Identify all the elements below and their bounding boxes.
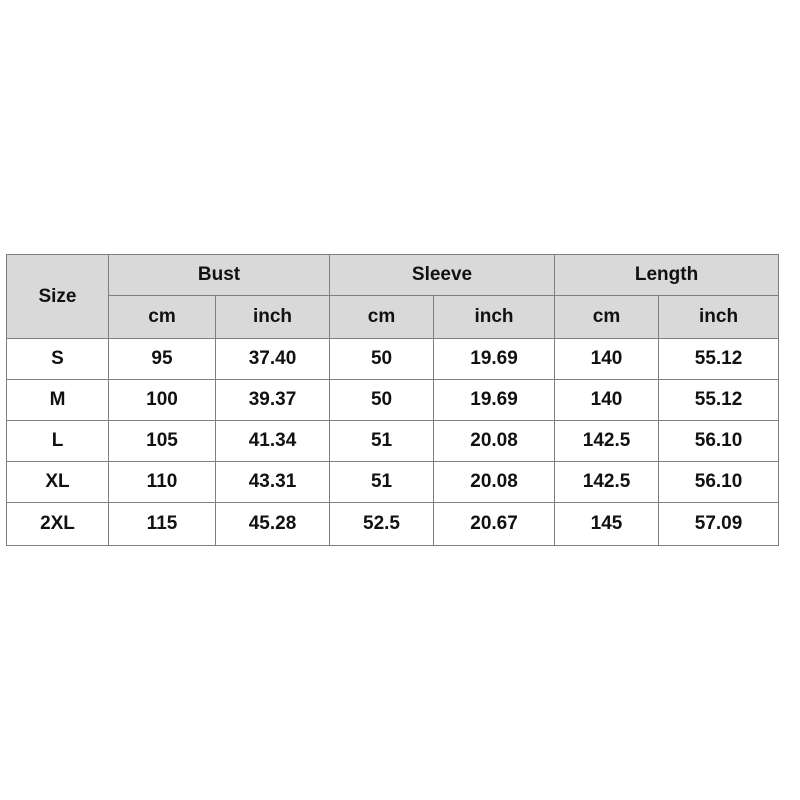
bust-cm-cell: 105 bbox=[109, 421, 216, 462]
bust-inch-cell: 37.40 bbox=[216, 339, 330, 380]
length-inch-cell: 57.09 bbox=[659, 503, 779, 546]
length-cm-cell: 142.5 bbox=[555, 421, 659, 462]
bust-cm-cell: 95 bbox=[109, 339, 216, 380]
sleeve-cm-cell: 50 bbox=[330, 380, 434, 421]
bust-cm-cell: 115 bbox=[109, 503, 216, 546]
bust-inch-cell: 45.28 bbox=[216, 503, 330, 546]
bust-inch-cell: 41.34 bbox=[216, 421, 330, 462]
length-cm-cell: 140 bbox=[555, 339, 659, 380]
sleeve-group-header: Sleeve bbox=[330, 255, 555, 296]
length-cm-cell: 140 bbox=[555, 380, 659, 421]
sleeve-cm-cell: 51 bbox=[330, 462, 434, 503]
bust-inch-header: inch bbox=[216, 296, 330, 339]
length-cm-cell: 142.5 bbox=[555, 462, 659, 503]
sleeve-cm-header: cm bbox=[330, 296, 434, 339]
length-cm-header: cm bbox=[555, 296, 659, 339]
sleeve-inch-cell: 19.69 bbox=[434, 380, 555, 421]
length-group-header: Length bbox=[555, 255, 779, 296]
length-inch-cell: 56.10 bbox=[659, 421, 779, 462]
table-row bbox=[7, 421, 779, 462]
length-inch-cell: 56.10 bbox=[659, 462, 779, 503]
sleeve-inch-cell: 20.08 bbox=[434, 462, 555, 503]
table-row bbox=[7, 339, 779, 380]
sleeve-inch-header: inch bbox=[434, 296, 555, 339]
sleeve-cm-cell: 52.5 bbox=[330, 503, 434, 546]
sleeve-inch-cell: 20.08 bbox=[434, 421, 555, 462]
size-cell: S bbox=[7, 339, 109, 380]
length-inch-cell: 55.12 bbox=[659, 380, 779, 421]
length-cm-cell: 145 bbox=[555, 503, 659, 546]
size-cell: XL bbox=[7, 462, 109, 503]
sleeve-cm-cell: 51 bbox=[330, 421, 434, 462]
size-column-header: Size bbox=[7, 255, 109, 339]
bust-inch-cell: 43.31 bbox=[216, 462, 330, 503]
bust-cm-cell: 110 bbox=[109, 462, 216, 503]
size-cell: L bbox=[7, 421, 109, 462]
sleeve-inch-cell: 19.69 bbox=[434, 339, 555, 380]
table-row bbox=[7, 462, 779, 503]
size-chart-table bbox=[6, 254, 779, 546]
sleeve-cm-cell: 50 bbox=[330, 339, 434, 380]
bust-cm-cell: 100 bbox=[109, 380, 216, 421]
bust-inch-cell: 39.37 bbox=[216, 380, 330, 421]
sleeve-inch-cell: 20.67 bbox=[434, 503, 555, 546]
table-row bbox=[7, 380, 779, 421]
size-cell: M bbox=[7, 380, 109, 421]
length-inch-cell: 55.12 bbox=[659, 339, 779, 380]
length-inch-header: inch bbox=[659, 296, 779, 339]
bust-group-header: Bust bbox=[109, 255, 330, 296]
size-cell: 2XL bbox=[7, 503, 109, 546]
table-row bbox=[7, 503, 779, 546]
bust-cm-header: cm bbox=[109, 296, 216, 339]
